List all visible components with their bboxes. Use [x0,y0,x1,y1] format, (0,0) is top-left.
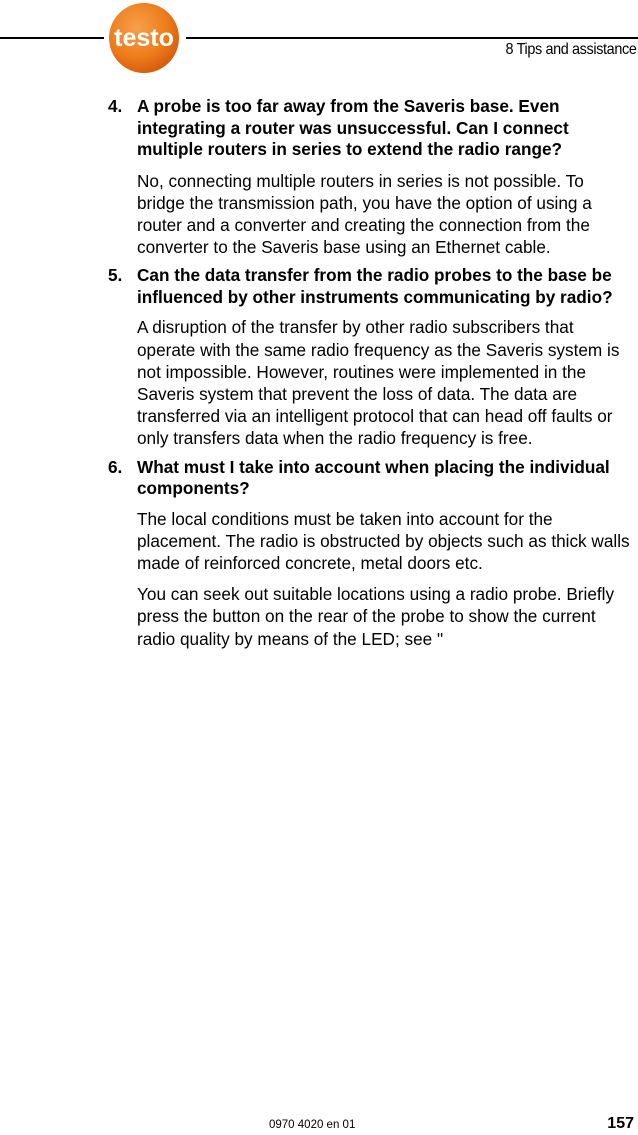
answer-paragraph: A disruption of the transfer by other radio subscribers that operate with the same radio frequency as the Saveris system is not impossible. However, routines were implemented in the Saveris system that prevent the loss of data. The data are transferred via an intelligent protocol that can head off faults or only transfers data when the radio frequency is free. [137,317,620,449]
question-text: What must I take into account when placing the individual components? [137,456,610,499]
item-number: 4. [108,96,123,116]
answer-paragraph: The local conditions must be taken into account for the placement. The radio is obstructed by objects such as thick walls made of reinforced concrete, metal doors etc. [137,508,630,573]
item-number: 6. [108,456,123,477]
testo-logo [104,2,184,74]
section-title: 8 Tips and assistance [505,41,636,58]
header-rule-left [0,37,104,39]
faq-item [108,265,636,449]
document-code: 0970 4020 en 01 [269,1119,356,1131]
logo-text: testo [114,24,174,52]
answer-paragraph: No, connecting multiple routers in series is not possible. To bridge the transmission path, you have the option of using a router and a converter and creating the connection from the converter to the Saveris base using an Ethernet cable. [137,170,592,258]
faq-question [108,457,636,500]
item-number: 5. [108,265,123,286]
faq-item [108,96,636,258]
page-number: 157 [607,1115,634,1132]
faq-question [108,265,636,308]
faq-question [108,96,636,161]
answer-paragraph: You can seek out suitable locations using a radio probe. Briefly press the button on the rear of the probe to show the current radio quality by means of the LED; see " [137,584,615,649]
question-text: A probe is too far away from the Saveris base. Even integrating a router was unsuccessful. Can I connect multiple routers in series to extend the radio range? [137,96,569,159]
header-rule-right [186,37,638,39]
question-text: Can the data transfer from the radio probes to the base be influenced by other instruments communicating by radio? [137,265,613,307]
faq-list [108,96,636,650]
faq-item [108,457,636,650]
